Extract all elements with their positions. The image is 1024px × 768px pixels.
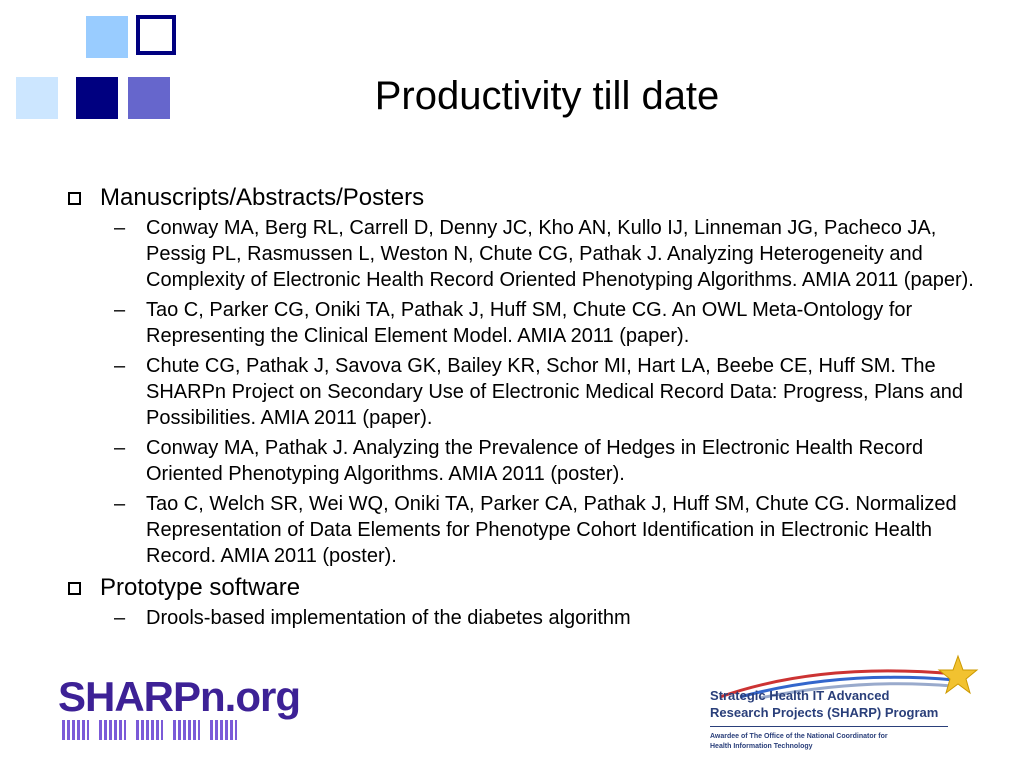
list-item: [62, 297, 982, 349]
slide-title: Productivity till date: [374, 74, 720, 118]
software-text: Drools-based implementation of the diabetes algorithm: [146, 607, 631, 629]
software-list: [62, 605, 982, 631]
awardee-line1: Awardee of The Office of the National Coordinator for: [710, 733, 888, 740]
list-item: [62, 435, 982, 487]
decor-square-outline: [136, 15, 176, 55]
sharpn-logo-bars-icon: [62, 720, 237, 740]
list-item: [62, 353, 982, 431]
list-item: [62, 605, 982, 631]
decor-square-light-blue: [86, 16, 128, 58]
sharpn-logo-text: SHARPn.org: [58, 673, 300, 720]
manuscript-list: [62, 215, 982, 569]
citation-text: Conway MA, Pathak J. Analyzing the Prevalence of Hedges in Electronic Health Record Oriented Phenotyping Algorithms. AMIA 2011 (poster).: [146, 437, 924, 485]
square-bullet-icon: [68, 582, 81, 595]
sharpn-logo: [58, 673, 300, 742]
bullet-manuscripts: [62, 183, 982, 213]
square-bullet-icon: [68, 192, 81, 205]
awardee-line2: Health Information Technology: [710, 743, 813, 750]
decor-square-pale-blue: [16, 77, 58, 119]
section-heading: Manuscripts/Abstracts/Posters: [100, 184, 425, 211]
divider: [710, 726, 948, 727]
citation-text: Conway MA, Berg RL, Carrell D, Denny JC, Kho AN, Kullo IJ, Linneman JG, Pacheco JA, Pessig PL, Rasmussen L, Weston N, Chute CG, Pathak J. Analyzing Heterogeneity and Complexity of Electronic Health Record Oriented Phenotyping Algorithms. AMIA 2011 (paper).: [146, 217, 974, 291]
dash-bullet-icon: –: [114, 437, 126, 459]
citation-text: Tao C, Parker CG, Oniki TA, Pathak J, Huff SM, Chute CG. An OWL Meta-Ontology for Representing the Clinical Element Model. AMIA 2011 (paper).: [146, 299, 913, 347]
decor-square-periwinkle: [128, 77, 170, 119]
dash-bullet-icon: –: [114, 355, 126, 377]
dash-bullet-icon: –: [114, 299, 126, 321]
citation-text: Chute CG, Pathak J, Savova GK, Bailey KR, Schor MI, Hart LA, Beebe CE, Huff SM. The SHARPn Project on Secondary Use of Electronic Medical Record Data: Progress, Plans and Possibilities. AMIA 2011 (paper).: [146, 355, 964, 429]
sharp-program-logo: [700, 652, 990, 762]
bullet-prototype-software: [62, 573, 982, 603]
slide-body: [62, 183, 982, 635]
citation-text: Tao C, Welch SR, Wei WQ, Oniki TA, Parker CA, Pathak J, Huff SM, Chute CG. Normalized Representation of Data Elements for Phenotype Cohort Identification in Electronic Health Record. AMIA 2011 (poster).: [146, 493, 957, 567]
list-item: [62, 215, 982, 293]
list-item: [62, 491, 982, 569]
dash-bullet-icon: –: [114, 607, 126, 629]
decor-square-navy: [76, 77, 118, 119]
program-name-line2: Research Projects (SHARP) Program: [710, 705, 939, 720]
dash-bullet-icon: –: [114, 217, 126, 239]
section-heading: Prototype software: [100, 574, 301, 601]
program-name-line1: Strategic Health IT Advanced: [710, 688, 890, 703]
dash-bullet-icon: –: [114, 493, 126, 515]
